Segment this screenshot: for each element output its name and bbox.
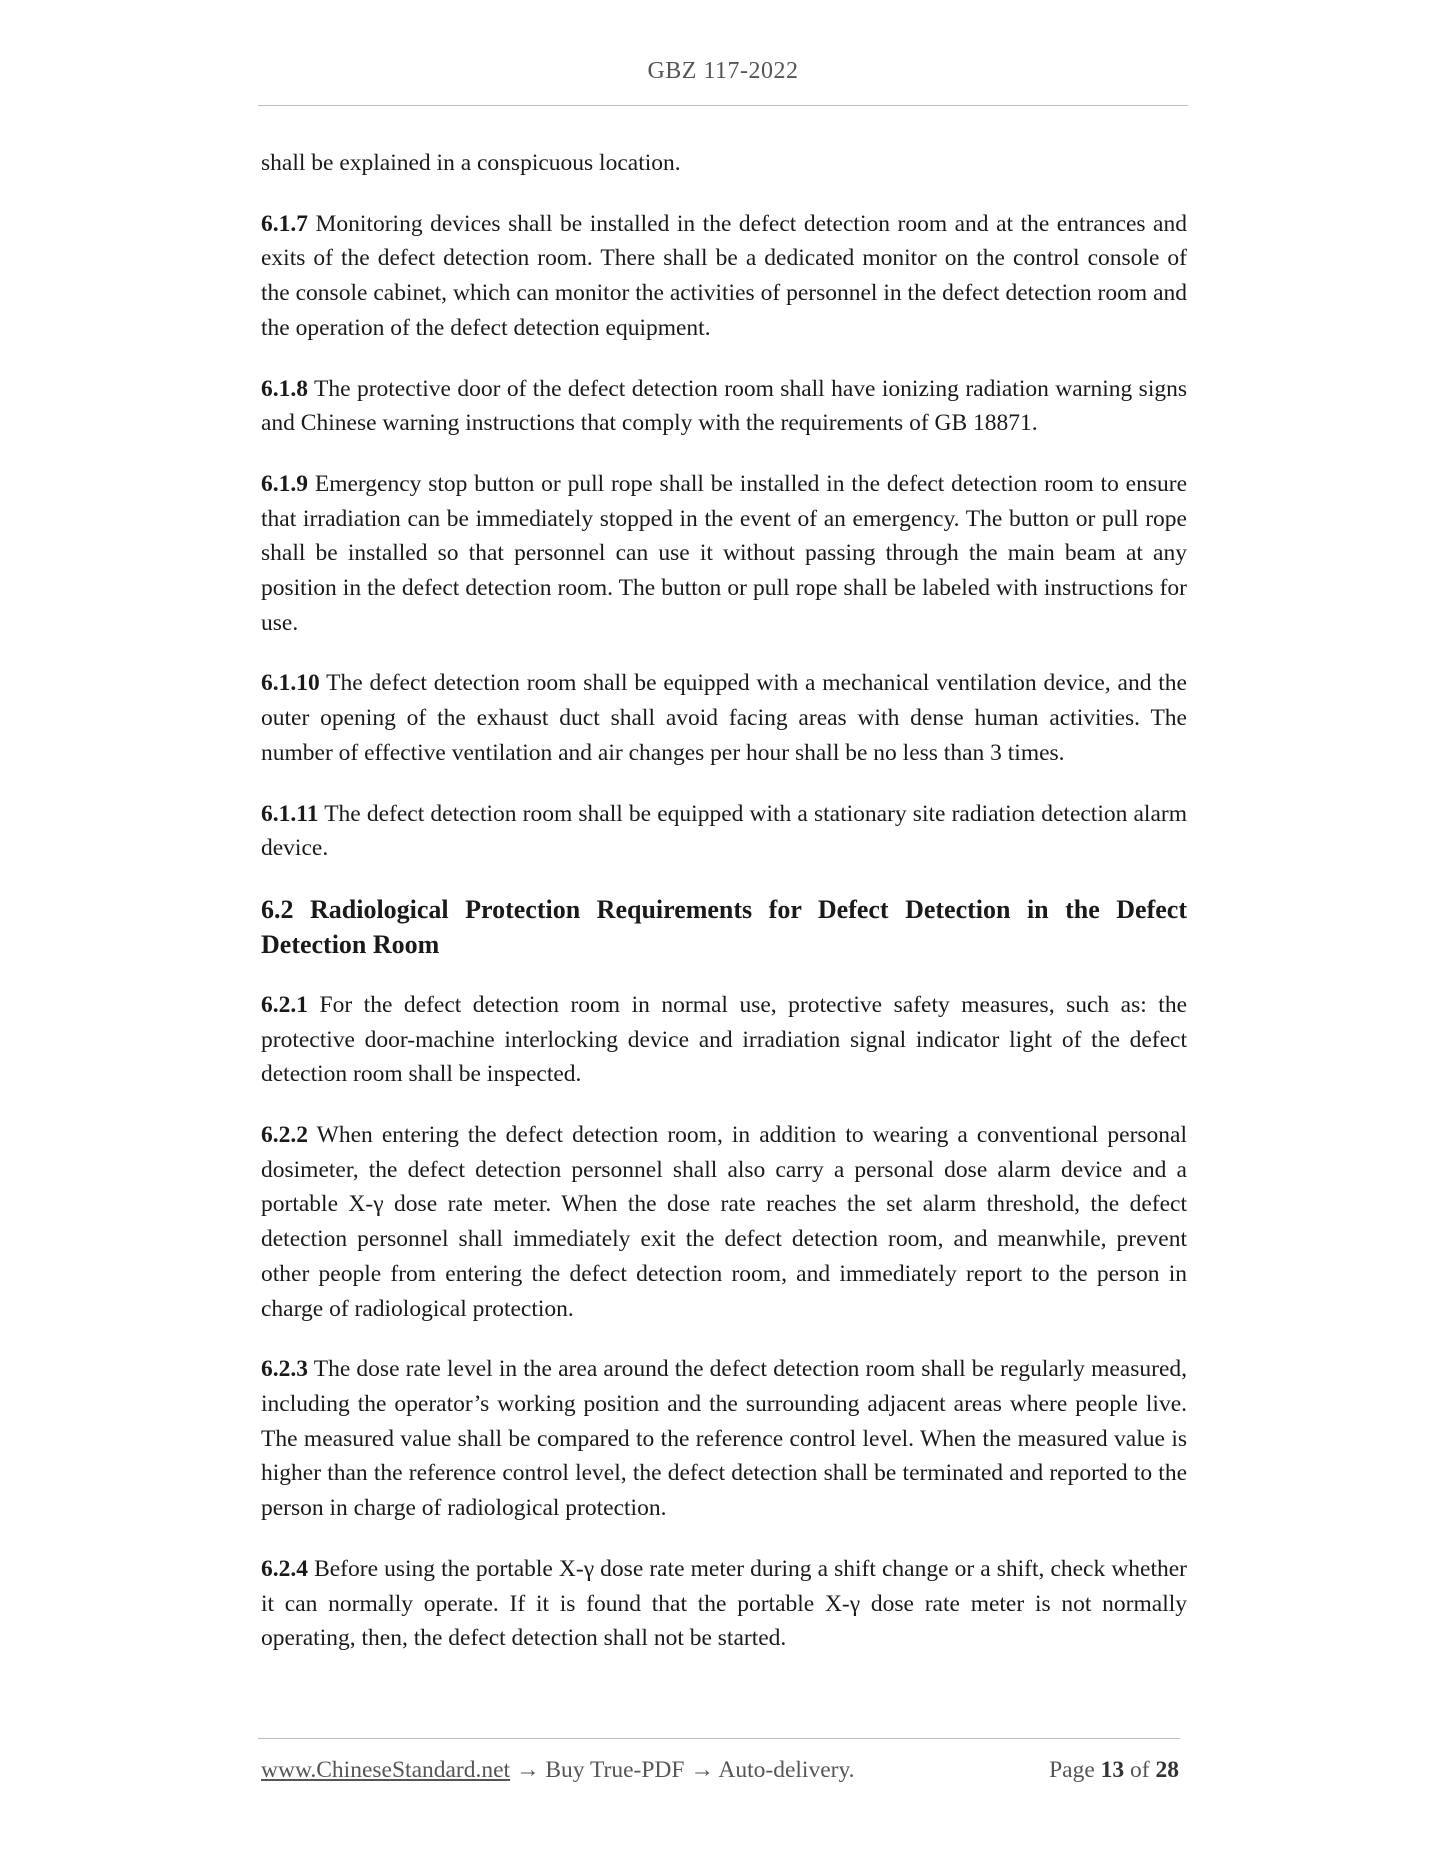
footer-promo bbox=[261, 1757, 855, 1784]
clause-6-1-8 bbox=[261, 372, 1187, 441]
clause-text: The defect detection room shall be equipped with a mechanical ventilation device, and the outer opening of the exhaust duct shall avoid facing areas with dense human activities. The number of effective ventilation and air changes per hour shall be no less than 3 times. bbox=[261, 670, 1187, 766]
of-label: of bbox=[1130, 1757, 1150, 1783]
header-divider bbox=[258, 105, 1188, 106]
page-indicator bbox=[1049, 1757, 1179, 1784]
clause-number: 6.2.1 bbox=[261, 991, 308, 1018]
clause-text: The protective door of the defect detection room shall have ionizing radiation warning signs and Chinese warning instructions that comply with the requirements of GB 18871. bbox=[261, 375, 1188, 437]
clause-text: Before using the portable X-γ dose rate meter during a shift change or a shift, check whether it can normally operate. If it is found that the portable X-γ dose rate meter is not normally operating, then, the defect detection shall not be started. bbox=[261, 1555, 1188, 1652]
clause-6-2-1 bbox=[261, 988, 1187, 1092]
clause-6-1-10 bbox=[261, 666, 1187, 770]
document-body bbox=[261, 146, 1187, 1682]
clause-text: For the defect detection room in normal use, protective safety measures, such as: the protective door-machine interlocking device and irradiation signal indicator light of the defect detection room shall be inspected. bbox=[261, 991, 1187, 1088]
site-link[interactable]: www.ChineseStandard.net bbox=[261, 1757, 511, 1783]
clause-number: 6.1.10 bbox=[261, 670, 320, 697]
clause-6-2-2 bbox=[261, 1118, 1187, 1326]
page-number: 13 bbox=[1100, 1757, 1125, 1783]
clause-6-1-7 bbox=[261, 207, 1187, 346]
clause-number: 6.1.9 bbox=[261, 470, 308, 497]
clause-6-2-3 bbox=[261, 1352, 1187, 1526]
total-pages: 28 bbox=[1155, 1757, 1179, 1783]
section-heading-6-2: 6.2 Radiological Protection Requirements for Defect Detection in the Defect Detection Room bbox=[261, 894, 1187, 959]
clause-number: 6.1.8 bbox=[261, 375, 308, 402]
clause-text: The defect detection room shall be equipped with a stationary site radiation detection alarm device. bbox=[261, 800, 1187, 862]
clause-6-1-9 bbox=[261, 467, 1187, 641]
clause-6-2-4 bbox=[261, 1552, 1187, 1656]
page-label: Page bbox=[1049, 1757, 1095, 1783]
clause-number: 6.2.2 bbox=[261, 1122, 308, 1149]
clause-text: Monitoring devices shall be installed in the defect detection room and at the entrances and exits of the defect detection room. There shall be a dedicated monitor on the control console of the console cabinet, which can monitor the activities of personnel in the defect detection room and the operation of the defect detection equipment. bbox=[261, 210, 1187, 341]
clause-number: 6.2.3 bbox=[261, 1356, 308, 1383]
footer-divider bbox=[258, 1738, 1180, 1739]
clause-number: 6.1.7 bbox=[261, 210, 308, 237]
clause-number: 6.2.4 bbox=[261, 1555, 308, 1582]
clause-number: 6.1.11 bbox=[261, 800, 319, 827]
promo-text: → Buy True-PDF → Auto-delivery. bbox=[515, 1757, 855, 1783]
continuation-text: shall be explained in a conspicuous location. bbox=[261, 150, 681, 176]
clause-text: When entering the defect detection room, in addition to wearing a conventional personal dosimeter, the defect detection personnel shall also carry a personal dose alarm device and a portable X-γ dose rate meter. When the dose rate reaches the set alarm threshold, the defect detection personnel shall immediately exit the defect detection room, and meanwhile, prevent other people from entering the defect detection room, and immediately report to the person in charge of radiological protection. bbox=[261, 1122, 1187, 1322]
page-footer bbox=[261, 1757, 1179, 1789]
page-header: GBZ 117-2022 bbox=[647, 58, 799, 84]
clause-text: The dose rate level in the area around the defect detection room shall be regularly measured, including the operator’s working position and the surrounding adjacent areas where people live. The measured value shall be compared to the reference control level. When the measured value is higher than the reference control level, the defect detection shall be terminated and reported to the person in charge of radiological protection. bbox=[261, 1356, 1188, 1522]
clause-6-1-11 bbox=[261, 797, 1187, 866]
clause-text: Emergency stop button or pull rope shall be installed in the defect detection room to ensure that irradiation can be immediately stopped in the event of an emergency. The button or pull rope shall be installed so that personnel can use it without passing through the main beam at any position in the defect detection room. The button or pull rope shall be labeled with instructions for use. bbox=[261, 470, 1187, 636]
